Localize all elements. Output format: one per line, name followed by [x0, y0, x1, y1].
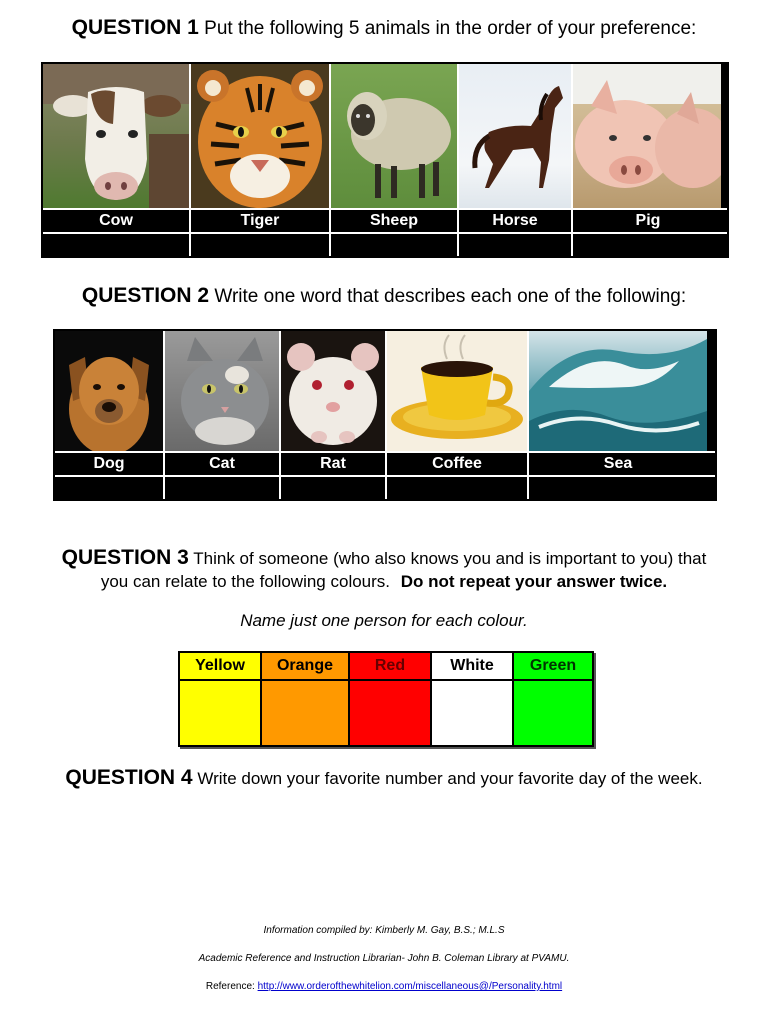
footer-compiled-by: Information compiled by: Kimberly M. Gay, B.S.; M.L.S — [263, 925, 505, 936]
rat-image — [281, 331, 387, 451]
sea-image — [529, 331, 707, 451]
dog-image — [55, 331, 165, 451]
cat-image — [165, 331, 281, 451]
colour-orange-answer[interactable] — [262, 681, 348, 745]
colour-table — [178, 651, 594, 747]
question-3-line2 — [0, 572, 768, 592]
label-coffee: Coffee — [387, 453, 529, 475]
pig-image — [573, 64, 721, 208]
label-tiger: Tiger — [191, 210, 331, 232]
colour-green-header: Green — [514, 653, 592, 681]
question-3-text-line2: you can relate to the following colours. — [100, 572, 391, 591]
tiger-image — [191, 64, 331, 208]
question-4-label: QUESTION 4 — [65, 766, 193, 789]
footer-affiliation: Academic Reference and Instruction Librarian- John B. Coleman Library at PVAMU. — [198, 953, 570, 964]
colour-column-orange — [262, 653, 350, 745]
colour-white-answer[interactable] — [432, 681, 512, 745]
question-2-heading — [0, 284, 768, 308]
answer-tiger[interactable] — [191, 234, 331, 256]
colour-yellow-header: Yellow — [180, 653, 260, 681]
question-1-label: QUESTION 1 — [71, 16, 199, 39]
label-cow: Cow — [43, 210, 191, 232]
question-2-text: Write one word that describes each one of the following: — [214, 286, 687, 307]
colour-column-white — [432, 653, 514, 745]
footer-reference-link[interactable]: http://www.orderofthewhitelion.com/miscellaneous@/Personality.html — [257, 981, 563, 992]
animals-table — [41, 62, 729, 258]
answer-dog[interactable] — [55, 477, 165, 499]
footer-reference — [0, 981, 768, 992]
label-dog: Dog — [55, 453, 165, 475]
footer-reference-prefix: Reference: — [205, 981, 255, 992]
question-4-heading — [0, 766, 768, 790]
colour-green-answer[interactable] — [514, 681, 592, 745]
question-3-label: QUESTION 3 — [61, 546, 189, 569]
question-3-instruction: Name just one person for each colour. — [240, 611, 528, 630]
answer-horse[interactable] — [459, 234, 573, 256]
horse-image — [459, 64, 573, 208]
colour-red-answer[interactable] — [350, 681, 430, 745]
coffee-image — [387, 331, 529, 451]
question-1-text: Put the following 5 animals in the order of your preference: — [204, 18, 697, 39]
label-rat: Rat — [281, 453, 387, 475]
label-sheep: Sheep — [331, 210, 459, 232]
answer-sea[interactable] — [529, 477, 707, 499]
label-sea: Sea — [529, 453, 707, 475]
answer-sheep[interactable] — [331, 234, 459, 256]
label-horse: Horse — [459, 210, 573, 232]
answer-rat[interactable] — [281, 477, 387, 499]
question-2-label: QUESTION 2 — [81, 284, 210, 307]
colour-column-red — [350, 653, 432, 745]
items-table — [53, 329, 717, 501]
label-pig: Pig — [573, 210, 723, 232]
cow-image — [43, 64, 191, 208]
question-3-emphasis: Do not repeat your answer twice. — [400, 572, 668, 591]
answer-coffee[interactable] — [387, 477, 529, 499]
question-4-text: Write down your favorite number and your favorite day of the week. — [197, 769, 703, 788]
question-3-text-line1: Think of someone (who also knows you and is important to you) that — [193, 549, 707, 568]
colour-column-green — [514, 653, 592, 745]
colour-column-yellow — [180, 653, 262, 745]
question-1-heading — [0, 16, 768, 40]
question-3-heading — [0, 546, 768, 570]
colour-yellow-answer[interactable] — [180, 681, 260, 745]
answer-cow[interactable] — [43, 234, 191, 256]
label-cat: Cat — [165, 453, 281, 475]
colour-orange-header: Orange — [262, 653, 348, 681]
answer-cat[interactable] — [165, 477, 281, 499]
sheep-image — [331, 64, 459, 208]
colour-white-header: White — [432, 653, 512, 681]
answer-pig[interactable] — [573, 234, 723, 256]
colour-red-header: Red — [350, 653, 430, 681]
